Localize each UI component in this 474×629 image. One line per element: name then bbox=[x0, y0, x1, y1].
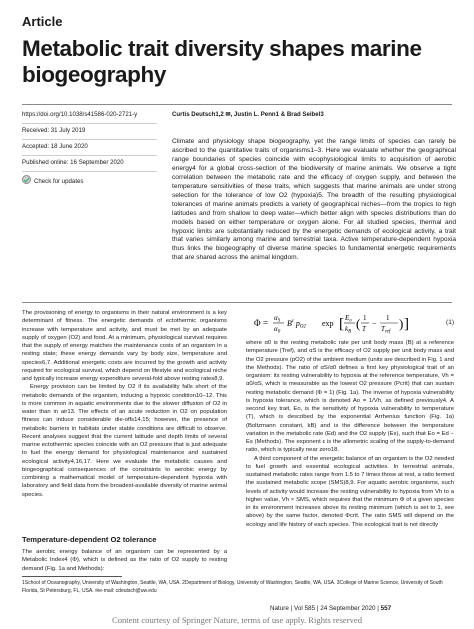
abstract-text: Climate and physiology shape biogeography, yet the range limits of species can rarely be ascribed to the quantitative traits of organisms1–3. Here we evaluate whether the geographical range boundaries of species coincide with ecophysiological limits to acquisition of aerobic energy4 for a global cross-section of the biodiversity of marine animals. We observe a tight correlation between the metabolic rate and the efficacy of oxygen supply, and between the temperature sensitivities of these traits, which suggests that marine animals are under strong selection for the tolerance of low O2 (hypoxia)5. The breadth of the resulting physiological tolerances of marine animals predicts a variety of geographical niches—from the tropics to high latitudes and from shallow to deep water—which better align with species distributions than do models based on either temperature or oxygen alone. For all studied species, thermal and hypoxic limits are substantially reduced by the energetic demands of ecological activity, a trait that varies similarly among marine and terrestrial taxa. Active temperature-dependent hypoxia thus links the biogeography of diverse marine species to fundamental energetic requirements that are shared across the animal kingdom. bbox=[172, 138, 456, 262]
header-divider bbox=[22, 104, 452, 105]
svg-text:[: [ bbox=[339, 316, 344, 332]
body-paragraph: where α0 is the resting metabolic rate per unit body mass (B) at a reference temperature (Tref), and αS is the efficacy of O2 supply per unit body mass and the O2 pressure (pO2) of the ambient medium (units are described in Fig. 1 and the Methods). The ratio of αS/α0 defines a first key physiological trait of an organism: its resting vulnerability to hypoxia at the reference temperature, Vh = α0/αS, which is measurable as the lowest O2 pressure (Pcrit) that can sustain resting metabolic demand (Φ = 1) (Fig. 1a). The inverse of hypoxia vulnerability is hypoxia tolerance, which is denoted Ao = 1/Vh, as defined previously4. A second key trait, Eo, is the sensitivity of hypoxia vulnerability to temperature (T), which is described by the exponential Arrhenius function (Fig. 1a) (Boltzmann constant, kB) and is the difference between the temperature variation in the metabolic rate (Ed) and the O2 supply (Es), such that Eo = Ed − Es (Methods). The exponent ε is the allometric scaling of the supply-to-demand ratio, which is typically near zero18. bbox=[246, 340, 454, 454]
copyright-notice: Content courtesy of Springer Nature, terms of use apply. Rights reserved bbox=[111, 615, 363, 625]
abstract bbox=[172, 138, 456, 263]
issue-date: 24 September 2020 bbox=[320, 605, 376, 612]
article-type-label: Article bbox=[22, 14, 63, 29]
article-meta bbox=[22, 111, 157, 190]
svg-text:αS: $\alpha_S$ bbox=[274, 314, 281, 324]
svg-text:]: ] bbox=[404, 316, 409, 332]
footnote-divider bbox=[22, 576, 122, 577]
svg-text:α0: $\alpha_0$ bbox=[274, 325, 281, 335]
body-paragraph: Energy provision can be limited by O2 if its availability falls short of the metabolic demands of the organism, inducing a hypoxic condition10–12. This is more common in aquatic environments due to the slower diffusion of O2 in water than in air13. The effects of an acute reduction in O2 on population fitness can induce considerable die-offs14,15; however, the presence of metabolic barriers in habitats under stable conditions are difficult to observe. Recent analyses suggest that the current latitude and depth limits of several marine ectothermic species coincide with an O2 pressure that is just adequate to fuel the energy demand for physiological maintenance and sustained ecological activity4,16,17. Here we evaluate the metabolic causes and biogeographical consequences of the constraints to aerobic energy by combining a mathematical model of temperature-dependent hypoxia with laboratory and field data from the broadest-available diversity of marine animal species. bbox=[22, 384, 227, 498]
svg-text:exp: exp bbox=[322, 319, 334, 328]
page-number: 557 bbox=[380, 605, 392, 612]
equation-graphic bbox=[246, 310, 454, 336]
check-updates-icon bbox=[22, 175, 31, 184]
author-list: Curtis Deutsch1,2 ✉, Justin L. Penn1 & Brad Seibel3 bbox=[172, 111, 324, 118]
section-heading: Temperature-dependent O2 tolerance bbox=[22, 535, 157, 544]
svg-text:T: T bbox=[362, 325, 366, 333]
svg-text:(: ( bbox=[356, 316, 361, 331]
svg-text:1: 1 bbox=[386, 314, 390, 322]
abstract-divider bbox=[22, 302, 452, 303]
article-title: Metabolic trait diversity shapes marine biogeography bbox=[22, 36, 422, 87]
svg-text:kB: $k_B$ bbox=[345, 325, 352, 335]
svg-text:1: 1 bbox=[363, 314, 367, 322]
page-footer: Nature | Vol 585 | 24 September 2020 | 557 bbox=[270, 605, 392, 612]
svg-text:Bε pO2: $B^\varepsilon$ pO2 bbox=[287, 319, 306, 330]
check-updates-button[interactable] bbox=[22, 172, 157, 190]
body-paragraph: The provisioning of energy to organisms in their natural environment is a key determinant of fitness. The energetic demands of ectothermic organisms increase with temperature and activity, and must be met by an adequate supply of oxygen (O2) and food. At a minimum, physiological survival requires that the supply of energy matches the maintenance costs of an organism in a resting state; these energy demands vary by body size, temperature and species6,7. Additional energetic costs are incurred by the growth and activity required for ecological survival, which depend on lifestyle and ecological niche and typically increase energy expenditure several-fold above resting rates8,9. bbox=[22, 310, 227, 382]
received-date: Received: 31 July 2019 bbox=[22, 124, 157, 140]
svg-text:−: − bbox=[372, 319, 377, 328]
doi-link[interactable]: https://doi.org/10.1038/s41586-020-2721-y bbox=[22, 111, 157, 124]
equation-number: (1) bbox=[446, 319, 454, 326]
metabolic-index-equation bbox=[246, 310, 454, 336]
body-left-column-continued bbox=[22, 548, 227, 573]
body-right-column bbox=[246, 339, 454, 529]
check-updates-label: Check for updates bbox=[34, 178, 84, 185]
affiliations-footnote: 1School of Oceanography, University of Washington, Seattle, WA, USA. 2Department of Biology, University of Washington, Seattle, WA, USA. 3College of Marine Science, University of South Florida, St Petersburg, FL, USA. ✉e-mail: cdeutsch@uw.edu bbox=[22, 580, 443, 594]
svg-text:Eo: $E_o$ bbox=[345, 314, 352, 324]
svg-text:Tref: $T_{ref}$ bbox=[381, 325, 391, 335]
journal-name: Nature bbox=[270, 605, 289, 612]
svg-text:): ) bbox=[399, 316, 404, 331]
body-paragraph: A third component of the energetic balance of an organism is the O2 needed to fuel growth and essential ecological activities. In terrestrial animals, sustained metabolic rates range from 1.5 to 7 times those at rest, a ratio termed the sustained metabolic scope (SMS)8,9. For aquatic aerobic organisms, such levels of activity would increase the resting vulnerability to hypoxia from Vh to a higher value, Vh × SMS, which requires that the minimum Φ of a given species in its environment increases above its resting minimum (which is set to 1, see above) by the same factor, denoted Φcrit. The ratio SMS will depend on the ecology and life history of each species. This ecological trait is not directly bbox=[246, 455, 454, 528]
accepted-date: Accepted: 18 June 2020 bbox=[22, 140, 157, 156]
published-date: Published online: 16 September 2020 bbox=[22, 156, 157, 172]
journal-volume: Vol 585 bbox=[294, 605, 316, 612]
svg-text:Φ =: Φ = bbox=[254, 318, 268, 328]
body-paragraph: The aerobic energy balance of an organism can be represented by a Metabolic Index4 (Φ), which is defined as the ratio of O2 supply to resting demand (Fig. 1a and Methods): bbox=[22, 549, 227, 572]
body-left-column bbox=[22, 309, 227, 499]
